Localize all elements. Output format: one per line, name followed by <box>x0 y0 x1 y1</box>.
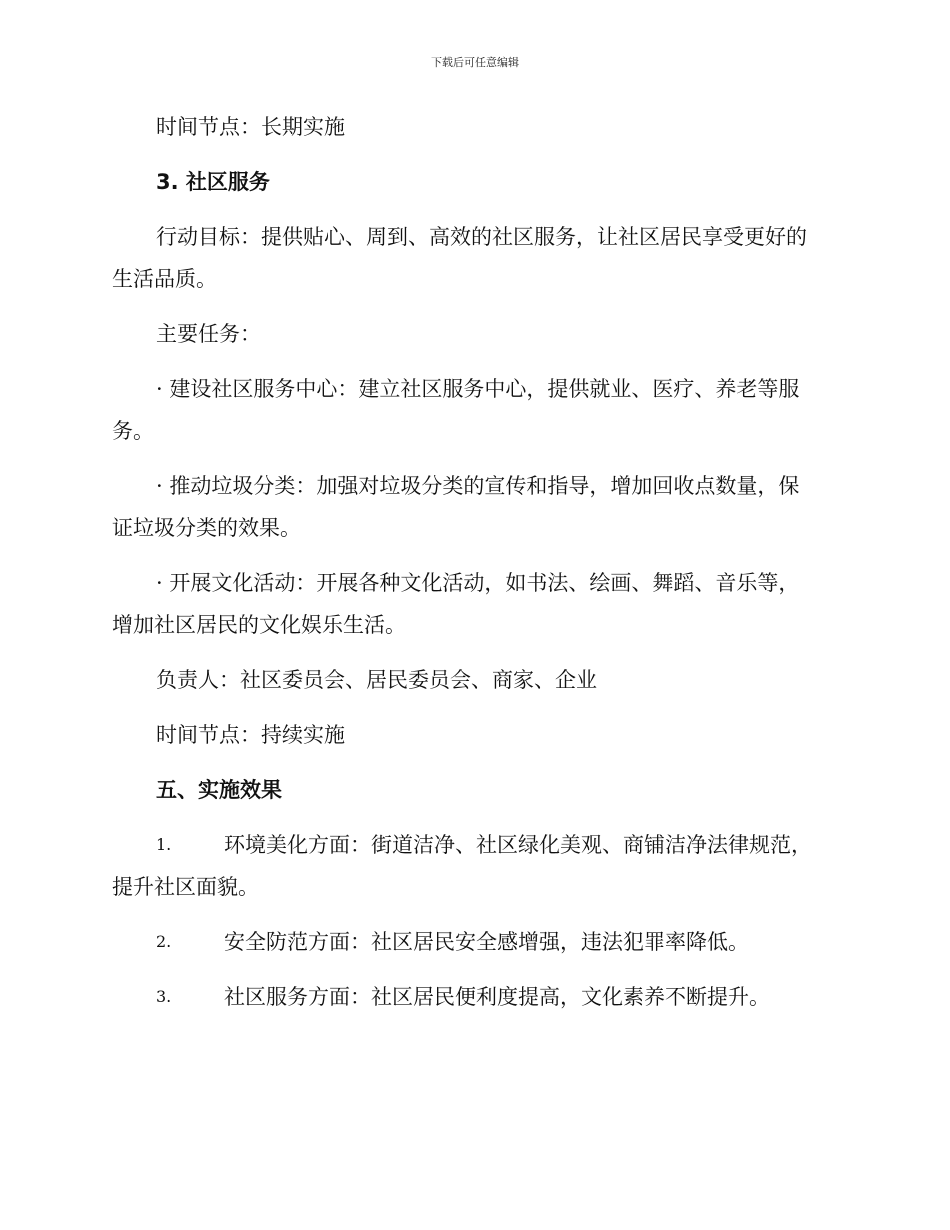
section-heading-effects: 五、实施效果 <box>156 778 282 802</box>
action-goal-line1: 行动目标：提供贴心、周到、高效的社区服务，让社区居民享受更好的 <box>156 225 807 249</box>
effect-number: 1. <box>156 835 172 854</box>
task-garbage-sorting-line1: · 推动垃圾分类：加强对垃圾分类的宣传和指导，增加回收点数量，保 <box>156 474 800 498</box>
task-cultural-activities-line1: · 开展文化活动：开展各种文化活动，如书法、绘画、舞蹈、音乐等， <box>156 571 800 595</box>
main-tasks-label: 主要任务： <box>156 322 261 346</box>
task-garbage-sorting-line2: 证垃圾分类的效果。 <box>112 516 301 540</box>
task-service-center-line2: 务。 <box>112 419 154 443</box>
effect-safety: 安全防范方面：社区居民安全感增强，违法犯罪率降低。 <box>224 930 749 954</box>
effect-number: 2. <box>156 932 172 951</box>
task-cultural-activities-line2: 增加社区居民的文化娱乐生活。 <box>112 613 406 637</box>
time-node-long-term: 时间节点：长期实施 <box>156 115 345 139</box>
effect-environment-line1: 环境美化方面：街道洁净、社区绿化美观、商铺洁净法律规范， <box>224 833 812 857</box>
task-service-center-line1: · 建设社区服务中心：建立社区服务中心，提供就业、医疗、养老等服 <box>156 377 800 401</box>
effect-environment-line2: 提升社区面貌。 <box>112 875 259 899</box>
responsible-parties: 负责人：社区委员会、居民委员会、商家、企业 <box>156 668 597 692</box>
section-heading-community-service: 3. 社区服务 <box>156 170 270 194</box>
action-goal-line2: 生活品质。 <box>112 267 217 291</box>
page-header: 下载后可任意编辑 <box>431 56 519 69</box>
effect-community-service: 社区服务方面：社区居民便利度提高，文化素养不断提升。 <box>224 985 770 1009</box>
time-node-continuous: 时间节点：持续实施 <box>156 723 345 747</box>
effect-number: 3. <box>156 987 172 1006</box>
